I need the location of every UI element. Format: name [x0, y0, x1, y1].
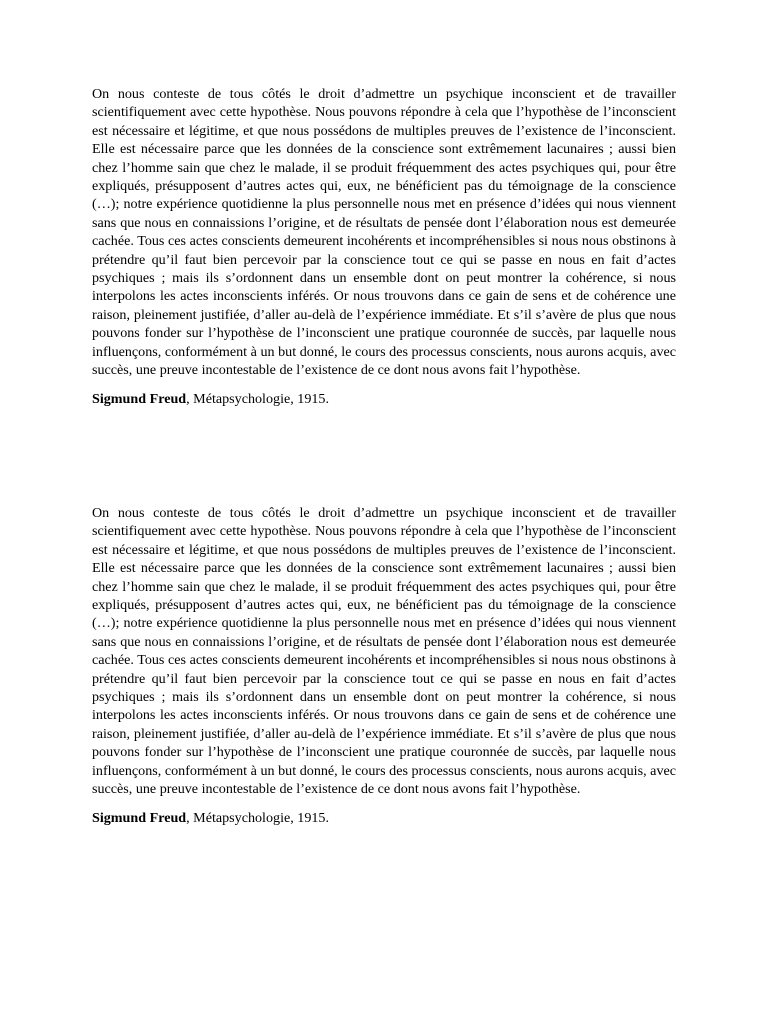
quote-paragraph: On nous conteste de tous côtés le droit d’admettre un psychique inconscient et de travailler scientifiquement avec cette hypothèse. Nous pouvons répondre à cela que l’hypothèse de l’inconscient est nécessaire et légitime, et que nous possédons de multiples preuves de l’existence de l’inconscient. Elle est nécessaire parce que les données de la conscience sont extrêmement lacunaires ; aussi bien chez l’homme sain que chez le malade, il se produit fréquemment des actes psychiques qui, pour être expliqués, présupposent d’autres actes qui, eux, ne bénéficient pas du témoignage de la conscience (…); notre expérience quotidienne la plus personnelle nous met en présence d’idées qui nous viennent sans que nous en connaissions l’origine, et de résultats de pensée dont l’élaboration nous est demeurée cachée. Tous ces actes conscients demeurent incohérents et incompréhensibles si nous nous obstinons à prétendre qu’il faut bien percevoir par la conscience tout ce qui se passe en nous en fait d’actes psychiques ; mais ils s’ordonnent dans un ensemble dont on peut montrer la cohérence, si nous interpolons les actes inconscients inférés. Or nous trouvons dans ce gain de sens et de cohérence une raison, pleinement justifiée, d’aller au-delà de l’expérience immédiate. Et s’il s’avère de plus que nous pouvons fonder sur l’hypothèse de l’inconscient une pratique couronnée de succès, par laquelle nous influençons, conformément à un but donné, le cours des processus conscients, nous aurons acquis, avec succès, une preuve incontestable de l’existence de ce dont nous avons fait l’hypothèse.: [92, 86, 676, 379]
citation-author: Sigmund Freud: [92, 390, 187, 407]
citation-source: , Métapsychologie, 1915.: [186, 390, 329, 407]
quote-block-2: [92, 504, 676, 827]
quote-paragraph: On nous conteste de tous côtés le droit d’admettre un psychique inconscient et de travailler scientifiquement avec cette hypothèse. Nous pouvons répondre à cela que l’hypothèse de l’inconscient est nécessaire et légitime, et que nous possédons de multiples preuves de l’existence de l’inconscient. Elle est nécessaire parce que les données de la conscience sont extrêmement lacunaires ; aussi bien chez l’homme sain que chez le malade, il se produit fréquemment des actes psychiques qui, pour être expliqués, présupposent d’autres actes qui, eux, ne bénéficient pas du témoignage de la conscience (…); notre expérience quotidienne la plus personnelle nous met en présence d’idées qui nous viennent sans que nous en connaissions l’origine, et de résultats de pensée dont l’élaboration nous est demeurée cachée. Tous ces actes conscients demeurent incohérents et incompréhensibles si nous nous obstinons à prétendre qu’il faut bien percevoir par la conscience tout ce qui se passe en nous en fait d’actes psychiques ; mais ils s’ordonnent dans un ensemble dont on peut montrer la cohérence, si nous interpolons les actes inconscients inférés. Or nous trouvons dans ce gain de sens et de cohérence une raison, pleinement justifiée, d’aller au-delà de l’expérience immédiate. Et s’il s’avère de plus que nous pouvons fonder sur l’hypothèse de l’inconscient une pratique couronnée de succès, par laquelle nous influençons, conformément à un but donné, le cours des processus conscients, nous aurons acquis, avec succès, une preuve incontestable de l’existence de ce dont nous avons fait l’hypothèse.: [92, 505, 676, 798]
citation-author: Sigmund Freud: [92, 809, 187, 826]
citation: [92, 809, 676, 827]
citation-source: , Métapsychologie, 1915.: [186, 809, 329, 826]
citation: [92, 390, 676, 408]
quote-block-1: [92, 85, 676, 408]
